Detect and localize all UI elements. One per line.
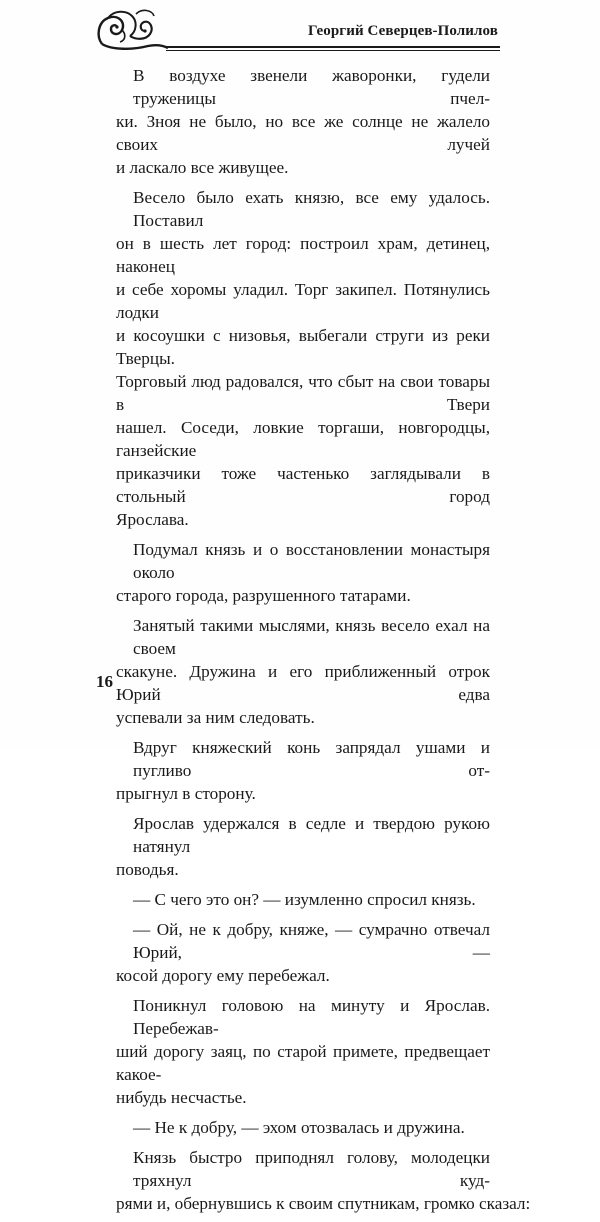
text-line: он в шесть лет город: построил храм, детинец, наконец [116,234,490,276]
header-rule-thin [166,50,500,51]
body-text [116,64,531,1222]
text-line: рями и, обернувшись к своим спутникам, громко сказал: [116,1194,531,1213]
text-line: прыгнул в сторону. [116,784,256,803]
running-head-author: Георгий Северцев-Полилов [308,23,498,39]
text-line: — Не к добру, — эхом отозвалась и дружина. [133,1118,465,1137]
text-line: Князь быстро приподнял голову, молодецки тряхнул куд- [133,1148,490,1190]
text-line: и ласкало все живущее. [116,158,289,177]
paragraph-6 [116,812,490,881]
paragraph-11 [116,1146,531,1215]
text-line: Занятый такими мыслями, князь весело ехал на своем [133,616,490,658]
text-line: Торговый люд радовался, что сбыт на свои товары в Твери [116,372,490,414]
page-header [92,6,500,54]
header-rule-thick [166,46,500,48]
text-line: и косоушки с низовья, выбегали струги из реки Тверцы. [116,326,490,368]
paragraph-3 [116,538,490,607]
paragraph-7 [116,888,490,911]
text-line: ки. Зноя не было, но все же солнце не жалело своих лучей [116,112,490,154]
text-line: нибудь несчастье. [116,1088,247,1107]
paragraph-9 [116,994,490,1109]
paragraph-4 [116,614,490,729]
text-line: Ярослава. [116,510,189,529]
text-line: Поникнул головою на минуту и Ярослав. Перебежав- [133,996,490,1038]
text-line: Вдруг княжеский конь запрядал ушами и пугливо от- [133,738,490,780]
text-line: успевали за ним следовать. [116,708,315,727]
text-line: В воздухе звенели жаворонки, гудели труженицы пчел- [133,66,490,108]
paragraph-10 [116,1116,490,1139]
paragraph-5 [116,736,490,805]
text-line: нашел. Соседи, ловкие торгаши, новгородцы, ганзейские [116,418,490,460]
text-line: Весело было ехать князю, все ему удалось. Поставил [133,188,490,230]
text-line: Ярослав удержался в седле и твердою рукою натянул [133,814,490,856]
text-line: приказчики тоже частенько заглядывали в стольный город [116,464,490,506]
text-line: скакуне. Дружина и его приближенный отрок Юрий едва [116,662,490,704]
text-line: Подумал князь и о восстановлении монастыря около [133,540,490,582]
paragraph-8 [116,918,490,987]
text-line: и себе хоромы уладил. Торг закипел. Потянулись лодки [116,280,490,322]
page-number: 16 [96,672,113,691]
text-line: поводья. [116,860,179,879]
text-line: косой дорогу ему перебежал. [116,966,330,985]
paragraph-2 [116,186,490,531]
paragraph-1 [116,64,490,179]
text-line: ший дорогу заяц, по старой примете, предвещает какое- [116,1042,490,1084]
text-line: — С чего это он? — изумленно спросил князь. [133,890,476,909]
text-line: — Ой, не к добру, княже, — сумрачно отвечал Юрий, — [133,920,490,962]
text-line: старого города, разрушенного татарами. [116,586,411,605]
